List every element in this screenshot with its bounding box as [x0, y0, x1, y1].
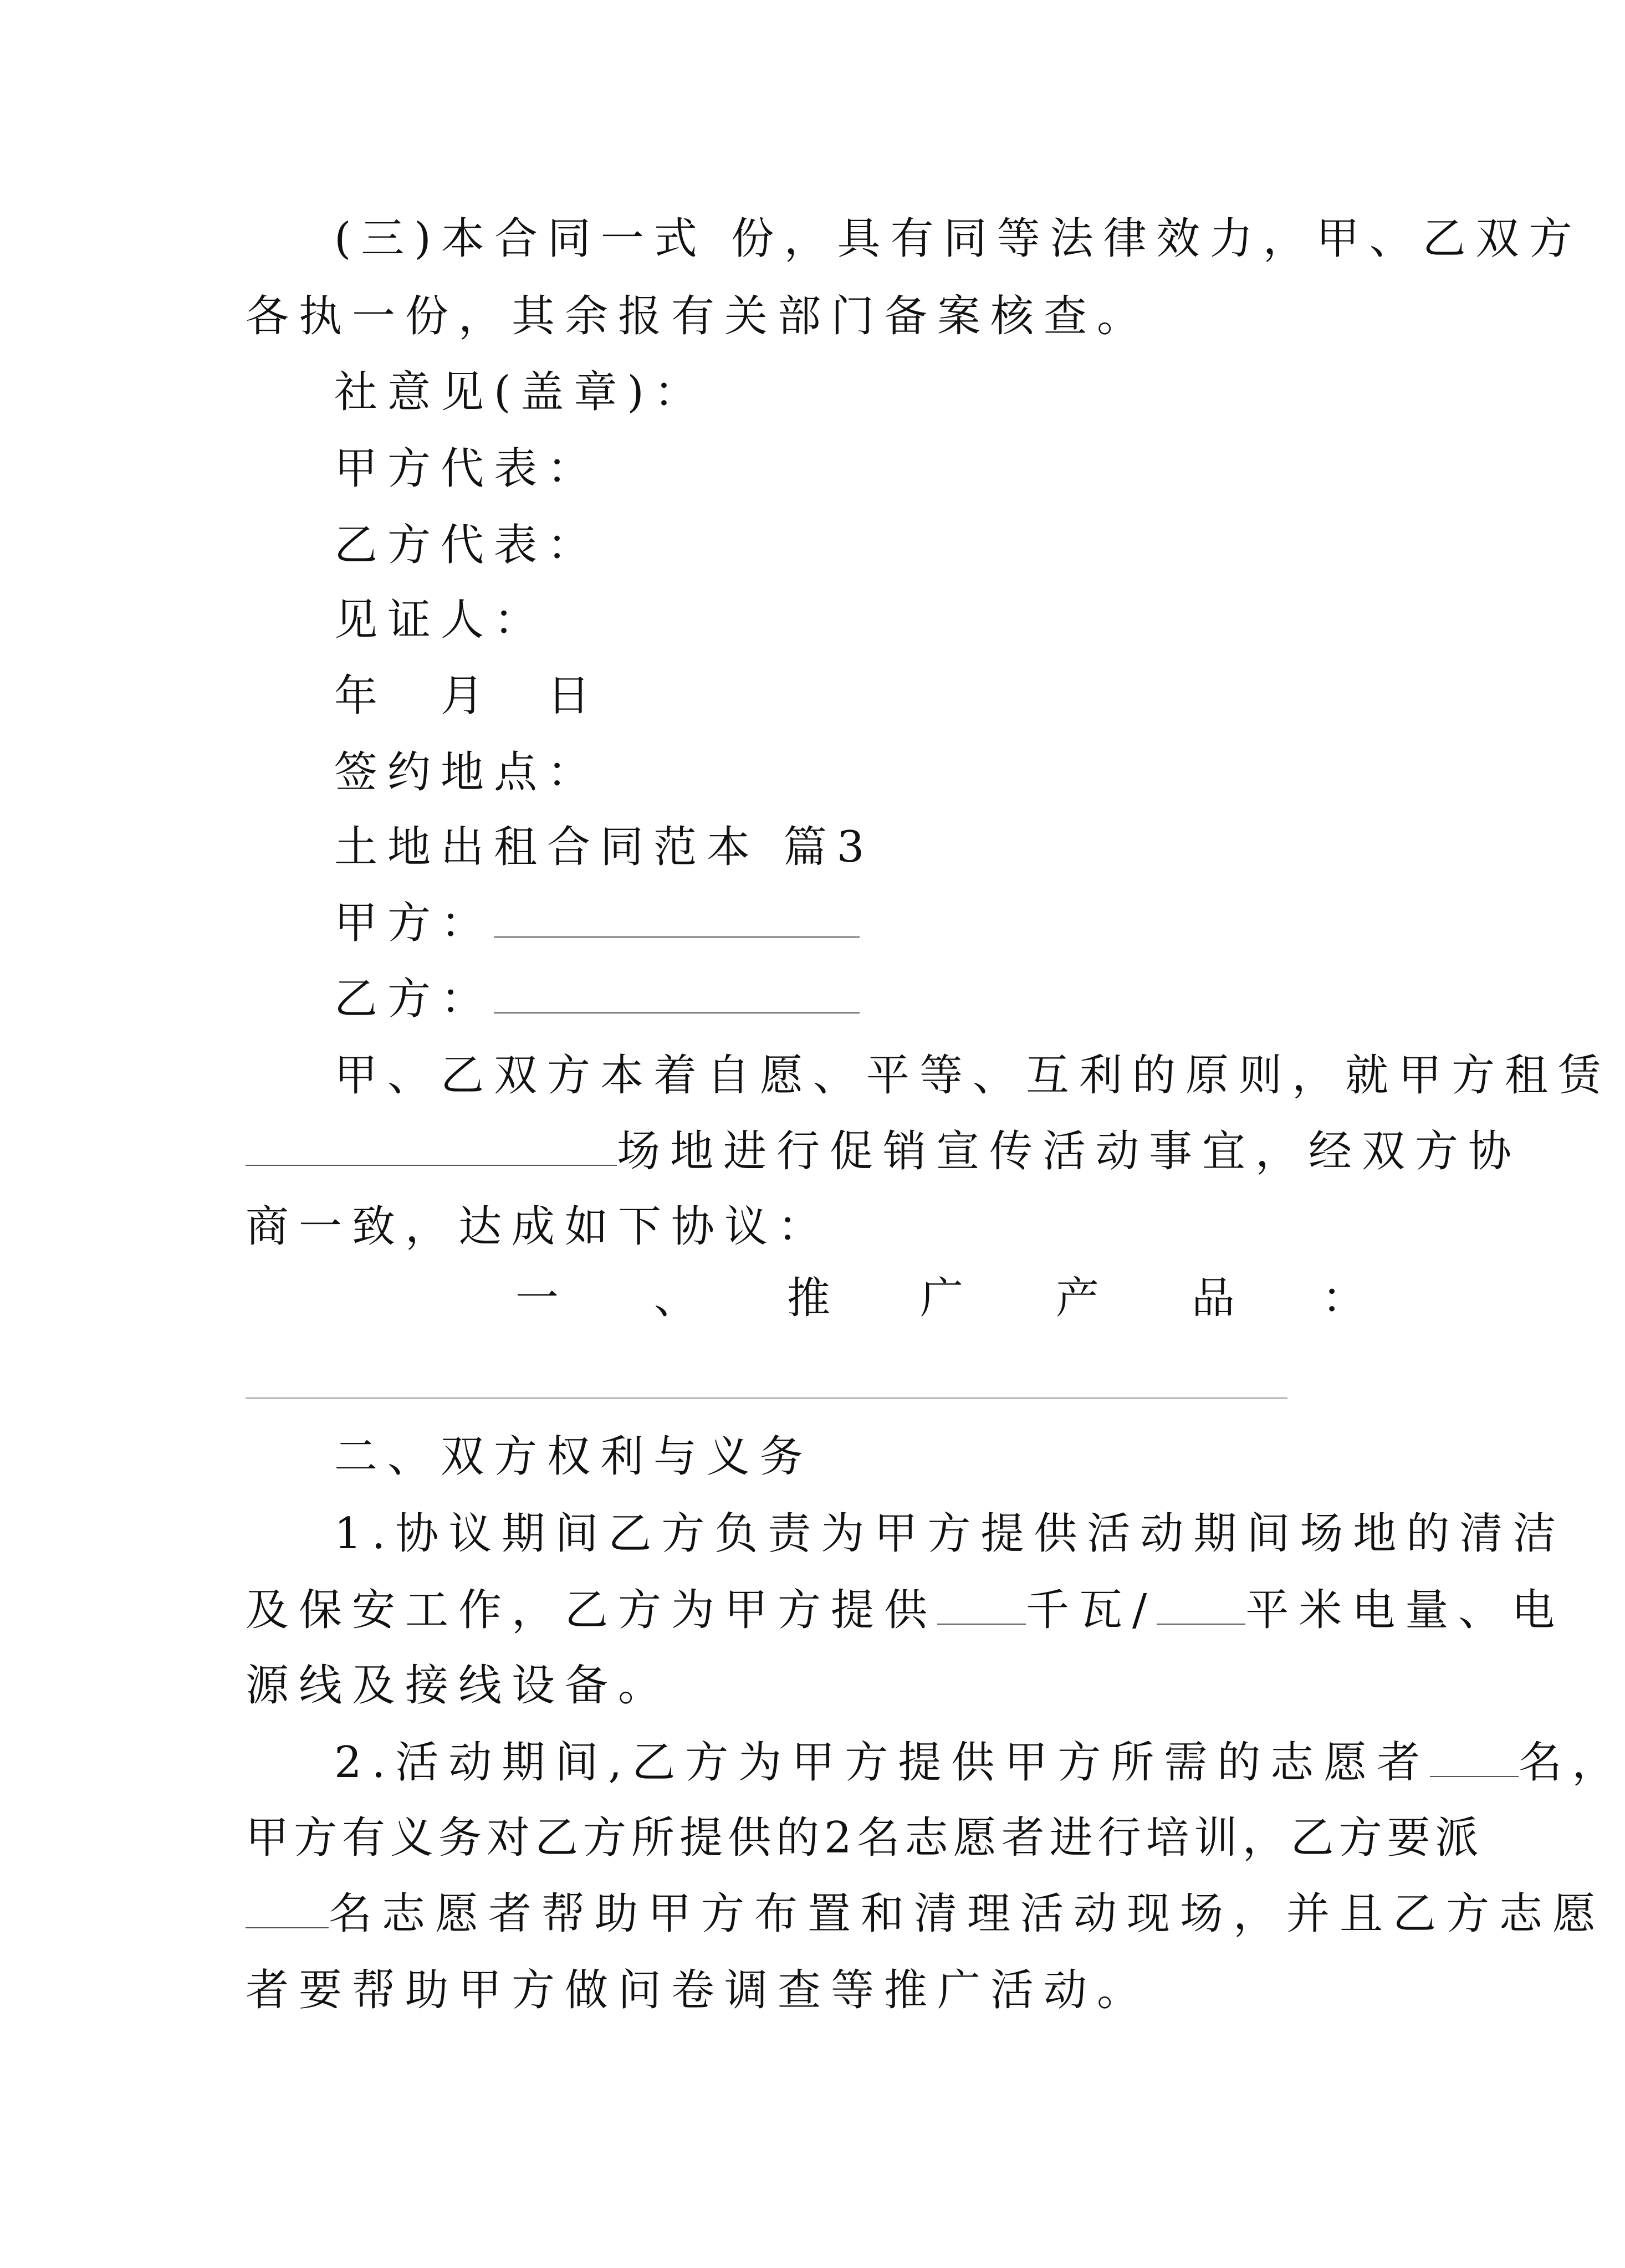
item2-line3 — [246, 1888, 1606, 1939]
section1-char: 、 — [654, 1273, 698, 1323]
item2-line1-text-a: 2.活动期间,乙方为甲方提供甲方所需的志愿者 — [334, 1738, 1430, 1788]
square-meter-blank — [1157, 1588, 1245, 1625]
section-heading: 土地出租合同范本 篇3 — [334, 822, 875, 872]
sign-place-label: 签约地点： — [334, 748, 601, 797]
witness-label: 见证人： — [334, 595, 548, 645]
item2-line4: 者要帮助甲方做问卷调查等推广活动。 — [246, 1965, 1151, 2015]
intro-line2-text: 场地进行促销宣传活动事宜，经双方协 — [617, 1127, 1522, 1176]
clause-copies-line1: (三)本合同一式 份，具有同等法律效力，甲、乙双方 — [334, 214, 1582, 264]
section2-heading: 二、双方权利与义务 — [334, 1432, 814, 1482]
section1-char: 推 — [787, 1273, 831, 1323]
volunteer-count-blank — [1430, 1740, 1519, 1777]
party-a-rep-label: 甲方代表： — [334, 444, 601, 494]
item1-line2-text-c: 平米电量、电 — [1245, 1585, 1565, 1635]
venue-blank — [246, 1129, 617, 1166]
item1-line1: 1.协议期间乙方负责为甲方提供活动期间场地的清洁 — [334, 1509, 1566, 1559]
item1-line2-text-b: 千瓦/ — [1026, 1585, 1157, 1635]
section1-char: 产 — [1056, 1273, 1100, 1323]
party-b-rep-label: 乙方代表： — [334, 520, 601, 570]
clause-copies-line2: 各执一份，其余报有关部门备案核查。 — [246, 291, 1151, 341]
section1-char: 品 — [1192, 1273, 1235, 1323]
product-blank-line — [246, 1397, 1287, 1399]
kilowatt-blank — [937, 1588, 1026, 1625]
item1-line3: 源线及接线设备。 — [246, 1661, 672, 1711]
date-label: 年 月 日 — [334, 671, 601, 721]
assigned-volunteer-blank — [246, 1892, 329, 1928]
party-a-blank — [494, 901, 860, 938]
item1-line2-text-a: 及保安工作，乙方为甲方提供 — [246, 1585, 938, 1635]
intro-line2 — [246, 1126, 1521, 1177]
party-a-line — [334, 898, 860, 949]
party-a-label: 甲方： — [334, 898, 494, 948]
section1-char: ： — [1322, 1273, 1366, 1323]
item2-line1 — [334, 1737, 1625, 1788]
item2-line3-text: 名志愿者帮助甲方布置和清理活动现场，并且乙方志愿 — [329, 1889, 1606, 1939]
party-b-label: 乙方： — [334, 974, 494, 1024]
item1-line2 — [246, 1585, 1565, 1636]
party-b-blank — [494, 977, 860, 1013]
section1-char: 广 — [920, 1273, 964, 1323]
item2-line1-text-b: 名， — [1519, 1738, 1625, 1788]
seal-label: 社意见(盖章)： — [334, 367, 707, 417]
party-b-line — [334, 974, 860, 1025]
section1-char: 一 — [515, 1273, 559, 1323]
item2-line2: 甲方有义务对乙方所提供的2名志愿者进行培训，乙方要派 — [246, 1813, 1484, 1863]
intro-line3: 商一致，达成如下协议： — [246, 1202, 831, 1252]
intro-line1: 甲、乙双方本着自愿、平等、互利的原则，就甲方租赁 — [334, 1051, 1612, 1100]
